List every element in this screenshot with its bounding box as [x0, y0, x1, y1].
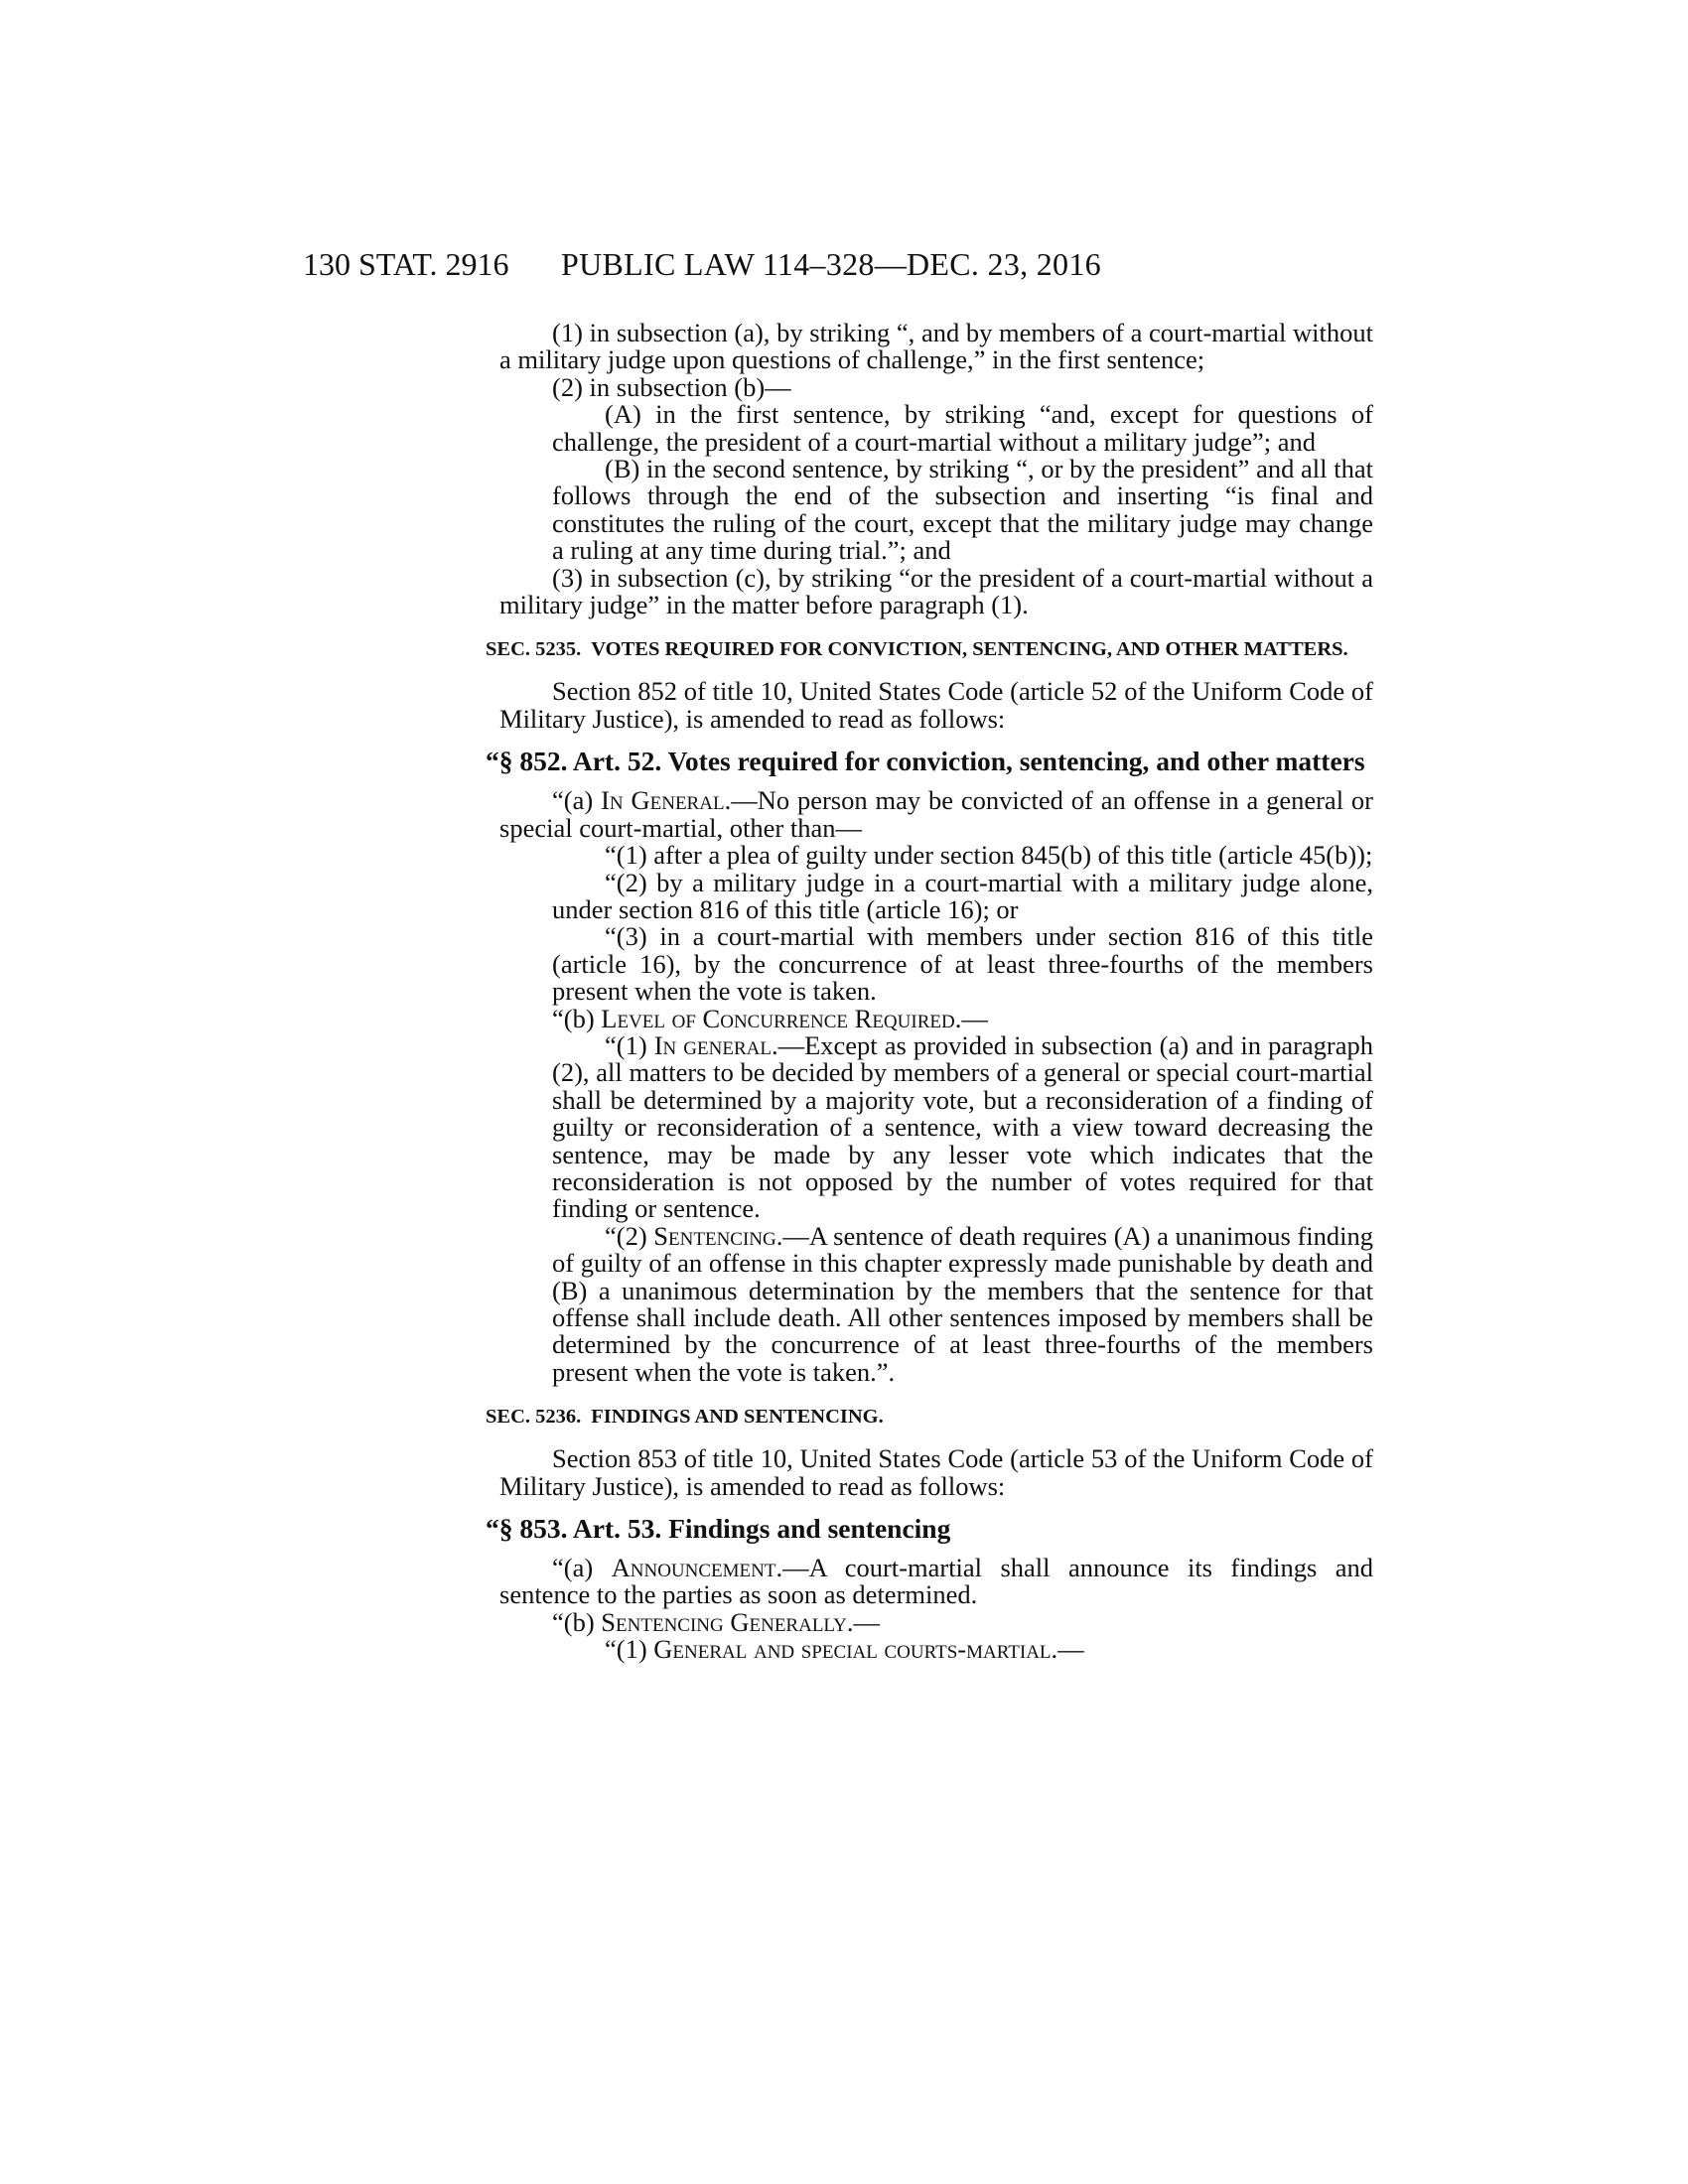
article-heading-853: “§ 853. Art. 53. Findings and sentencing — [486, 1513, 951, 1545]
section-heading-5236 — [486, 1405, 1373, 1429]
amendment-paragraph-3: (3) in subsection (c), by striking “or the president of a court-martial without a military judge” in the matter before paragraph (1). — [499, 562, 1373, 620]
paragraph-prefix: “(1) — [605, 1029, 654, 1060]
paragraph-a1: “(1) after a plea of guilty under section 845(b) of this title (article 45(b)); — [605, 840, 1373, 871]
paragraph-heading: In general — [653, 1029, 772, 1060]
section-title: VOTES REQUIRED FOR CONVICTION, SENTENCING, AND OTHER MATTERS. — [591, 638, 1348, 661]
subsection-prefix: “(a) — [552, 1553, 612, 1583]
paragraph-a2: “(2) by a military judge in a court-martial with a military judge alone, under section 816 of this title (article 16); or — [552, 867, 1373, 924]
paragraph-text: .—A sentence of death requires (A) a unanimous finding of guilty of an offense in this chapter expressly made punishable by death and (B) a unanimous determination by the members that the sentence for that offense shall include death. All other sentences imposed by members shall be determined by the concurrence of at least three-fourths of the members present when the vote is taken.”. — [552, 1220, 1373, 1387]
document-body — [486, 318, 1373, 1665]
subsection-heading: Announcement — [611, 1553, 776, 1583]
amendment-paragraph-1: (1) in subsection (a), by striking “, and by members of a court-martial without a military judge upon questions of challenge,” in the first sentence; — [499, 318, 1373, 375]
paragraph-text: .— — [1051, 1634, 1084, 1665]
subsection-heading: In General — [601, 785, 725, 816]
article-heading-852: “§ 852. Art. 52. Votes required for conviction, sentencing, and other matters — [486, 746, 1365, 777]
subsection-text: .—A court-martial shall announce its findings and sentence to the parties as soon as determined. — [499, 1553, 1373, 1610]
paragraph-b2 — [499, 1220, 1373, 1387]
paragraph-general-special-courts — [499, 1636, 1373, 1663]
section-number: SEC. 5236. — [486, 1406, 582, 1429]
subsection-text: .—No person may be convicted of an offense in a general or special court-martial, other than— — [499, 785, 1373, 843]
subsection-heading: Sentencing Generally — [601, 1606, 847, 1637]
subsection-prefix: “(a) — [552, 785, 602, 816]
section-intro-853: Section 853 of title 10, United States Code (article 53 of the Uniform Code of Military Justice), is amended to read as follows: — [499, 1443, 1373, 1501]
subsection-a-announcement — [499, 1555, 1373, 1609]
subsection-b-concurrence — [499, 1003, 1373, 1033]
stat-page-number: 130 STAT. 2916 — [303, 246, 509, 282]
amendment-subparagraph-b: (B) in the second sentence, by striking “, or by the president” and all that follows through the end of the subsection and inserting “is final and constitutes the ruling of the court, except that the military judge may change a ruling at any time during trial.”; and — [552, 454, 1373, 566]
paragraph-heading: General and special courts-martial — [653, 1634, 1052, 1665]
paragraph-prefix: “(2) — [605, 1220, 654, 1251]
paragraph-a3: “(3) in a court-martial with members under section 816 of this title (article 16), by the concurrence of at least three-fourths of the members present when the vote is taken. — [552, 921, 1373, 1007]
subsection-b-sentencing — [499, 1606, 1373, 1637]
section-number: SEC. 5235. — [486, 638, 582, 661]
amendment-paragraph-2: (2) in subsection (b)— — [552, 371, 791, 402]
section-intro-852: Section 852 of title 10, United States Code (article 52 of the Uniform Code of Military Justice), is amended to read as follows: — [499, 676, 1373, 734]
paragraph-prefix: “(1) — [605, 1634, 654, 1665]
running-head: PUBLIC LAW 114–328—DEC. 23, 2016 — [561, 246, 1101, 282]
subsection-heading: Level of Concurrence Required — [601, 1003, 955, 1033]
section-heading-5235 — [486, 637, 1373, 661]
subsection-text: .— — [846, 1606, 880, 1637]
subsection-a-general — [499, 787, 1373, 842]
page-header — [303, 246, 1375, 286]
subsection-text: .— — [954, 1003, 988, 1033]
subsection-prefix: “(b) — [552, 1003, 602, 1033]
paragraph-b1 — [499, 1029, 1373, 1224]
paragraph-heading: Sentencing — [653, 1220, 776, 1251]
paragraph-text: .—Except as provided in subsection (a) and in paragraph (2), all matters to be decided by members of a general or special court-martial shall be determined by a majority vote, but a reconsideration of a finding of guilty or reconsideration of a sentence, with a view toward decreasing the sentence, may be made by any lesser vote which indicates that the reconsideration is not opposed by the number of votes required for that finding or sentence. — [552, 1029, 1373, 1224]
amendment-subparagraph-a: (A) in the first sentence, by striking “and, except for questions of challenge, the president of a court-martial without a military judge”; and — [552, 399, 1373, 457]
subsection-prefix: “(b) — [552, 1606, 602, 1637]
section-title: FINDINGS AND SENTENCING. — [591, 1406, 884, 1429]
